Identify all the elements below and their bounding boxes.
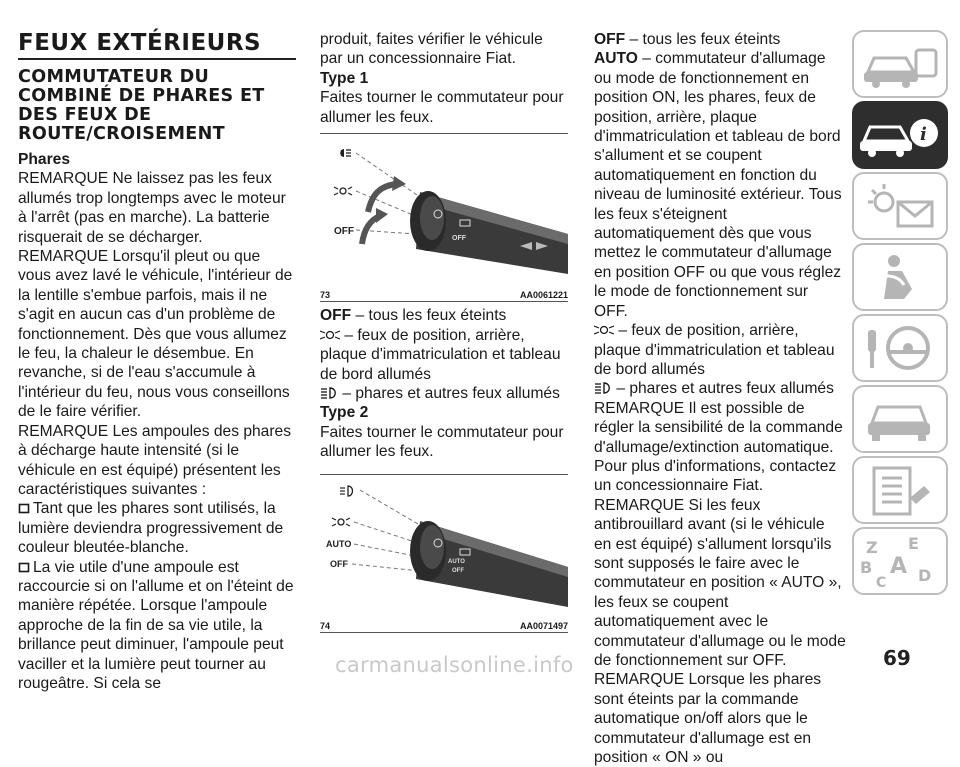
parking-light-icon [334, 187, 352, 195]
headlights-description [320, 384, 568, 403]
tab-starting-driving[interactable] [852, 314, 948, 382]
tab-safety[interactable] [852, 243, 948, 311]
position-lights-text: – feux de position, arrière, plaque d'immatriculation et tableau de bord allumés [594, 322, 835, 378]
tab-maintenance[interactable] [852, 456, 948, 524]
knob-auto-label: AUTO [448, 558, 465, 565]
off-label: OFF [330, 558, 348, 569]
airbag-seat-icon [854, 245, 946, 309]
off-text: – tous les feux éteints [351, 307, 507, 325]
bullet-item [18, 558, 296, 694]
type1-switch-illustration [320, 134, 568, 284]
tab-car-info[interactable] [852, 101, 948, 169]
figure-73 [320, 133, 568, 302]
knob-off-label: OFF [452, 235, 466, 243]
off-term: OFF [594, 31, 626, 48]
figure-number: 73 [320, 290, 331, 301]
figure-caption [320, 620, 568, 632]
position-lights-icon [320, 329, 340, 341]
remark-fog-lights: REMARQUE Si les feux antibrouillard avant (si le véhicule en est équipé) s'allument lorsqu'ils sont supposés le faire avec le commutateur en position « AUTO », les feux se coupent automatiquement avec le commutateur d'allumage ou le mode de fonctionnement sur OFF. [594, 496, 846, 669]
steering-wheel-key-icon [854, 316, 946, 380]
off-description [594, 30, 846, 49]
position-lights-icon [594, 324, 614, 336]
column-2 [320, 30, 568, 637]
headlights-text: – phares et autres feux allumés [612, 380, 834, 398]
column-1 [18, 30, 296, 693]
phares-heading: Phares [18, 151, 71, 168]
position-lights-description [320, 326, 568, 384]
tab-dashboard[interactable] [852, 30, 948, 98]
alphabet-index-icon [854, 529, 946, 593]
remark-auto-off: REMARQUE Lorsque les phares sont éteints par la commande automatique on/off alors que le commutateur d'allumage est en position « ON » ou [594, 671, 822, 767]
remark-condensation: REMARQUE Lorsqu'il pleut ou que vous avez lavé le véhicule, l'intérieur de la lentille s'embue parfois, mais il ne s'agit en aucun cas d'un problème de fonctionnement. Dès que vous allumez le feu, la chaleur le désembue. En revanche, si de l'eau s'accumule à l'intérieur du feu, nous vous conseillons de le faire vérifier. [18, 248, 293, 421]
section-subtitle: COMMUTATEUR DU COMBINÉ DE PHARES ET DES FEUX DE ROUTE/CROISEMENT [18, 67, 265, 144]
type1-instructions: Faites tourner le commutateur pour allumer les feux. [320, 89, 564, 126]
type2-heading: Type 2 [320, 404, 369, 422]
figure-74 [320, 474, 568, 633]
bullet-square-icon [18, 503, 30, 514]
figure-code: AA0071497 [519, 621, 568, 632]
parking-light-icon [332, 518, 350, 526]
auto-label: AUTO [326, 538, 352, 549]
headlights-description [594, 379, 846, 398]
headlights-text: – phares et autres feux allumés [338, 385, 560, 403]
svg-text:C: C [876, 575, 887, 591]
headlights-icon [594, 382, 612, 394]
position-lights-description [594, 321, 846, 379]
headlight-icon [340, 149, 351, 157]
warning-lights-icon [854, 174, 946, 238]
chapter-sidebar [852, 30, 948, 598]
svg-text:B: B [860, 558, 873, 577]
figure-caption [320, 289, 568, 301]
bullet-text: Tant que les phares sont utilisés, la lumière deviendra progressivement de couleur bleutée-blanche. [18, 500, 284, 557]
svg-text:A: A [890, 554, 908, 579]
car-info-icon [854, 103, 946, 167]
knob-off-label: OFF [452, 567, 464, 574]
figure-code: AA0061221 [519, 290, 568, 301]
tab-index[interactable] [852, 527, 948, 595]
column-3 [594, 30, 846, 767]
watermark: carmanualsonline.info [335, 653, 574, 677]
auto-description [594, 49, 846, 321]
page-number: 69 [883, 646, 911, 670]
tab-emergency[interactable] [852, 385, 948, 453]
off-description [320, 306, 568, 325]
car-dashboard-icon [854, 32, 946, 96]
type1-heading: Type 1 [320, 69, 369, 87]
car-front-icon [854, 387, 946, 451]
headlight-icon [340, 486, 353, 496]
bullet-item [18, 499, 296, 557]
figure-number: 74 [320, 621, 331, 632]
svg-text:E: E [908, 534, 919, 553]
auto-text: – commutateur d'allumage ou mode de fonctionnement en position ON, les phares, feux de position, arrière, plaque d'immatriculation et tableau de bord s'allument et se coupent automatiquement en fonction du niveau de luminosité extérieur. Tous les feux s'éteignent automatiquement dès que vous mettez le commutateur d'allumage en position OFF ou que vous réglez le mode de fonctionnement sur OFF. [594, 50, 842, 320]
continued-text: produit, faites vérifier le véhicule par un concessionnaire Fiat. [320, 31, 543, 68]
off-term: OFF [320, 307, 352, 325]
bullet-square-icon [18, 562, 30, 573]
auto-term: AUTO [594, 50, 638, 68]
svg-text:i: i [920, 124, 927, 145]
type2-instructions: Faites tourner le commutateur pour allumer les feux. [320, 423, 564, 461]
svg-text:D: D [918, 566, 932, 585]
off-label: OFF [334, 226, 354, 238]
remark-sensitivity: REMARQUE Il est possible de régler la sensibilité de la commande d'allumage/extinction automatique. Pour plus d'informations, contactez un concessionnaire Fiat. [594, 399, 843, 495]
headlights-icon [320, 387, 338, 399]
off-text: – tous les feux éteints [625, 31, 781, 48]
svg-text:Z: Z [866, 538, 878, 557]
title-rule [18, 58, 296, 60]
bullet-text: La vie utile d'une ampoule est raccourcie si on l'allume et on l'éteint de manière répétée. Lorsque l'ampoule approche de la fin de sa vie utile, la brillance peut diminuer, l'ampoule peut vaciller et la lumière peut tourner au rougeâtre. Si cela se [18, 558, 294, 692]
tab-warning-lights[interactable] [852, 172, 948, 240]
remark-battery: REMARQUE Ne laissez pas les feux allumés trop longtemps avec le moteur à l'arrêt (pas en marche). La batterie risquerait de se décharger. [18, 170, 286, 246]
checklist-icon [854, 458, 946, 522]
remark-hid-bulbs: REMARQUE Les ampoules des phares à décharge haute intensité (si le véhicule en est équipé) présentent les caractéristiques suivantes : [18, 422, 292, 498]
type2-switch-illustration [320, 475, 568, 615]
position-lights-text: – feux de position, arrière, plaque d'immatriculation et tableau de bord allumés [320, 326, 561, 383]
section-title: FEUX EXTÉRIEURS [18, 30, 262, 56]
